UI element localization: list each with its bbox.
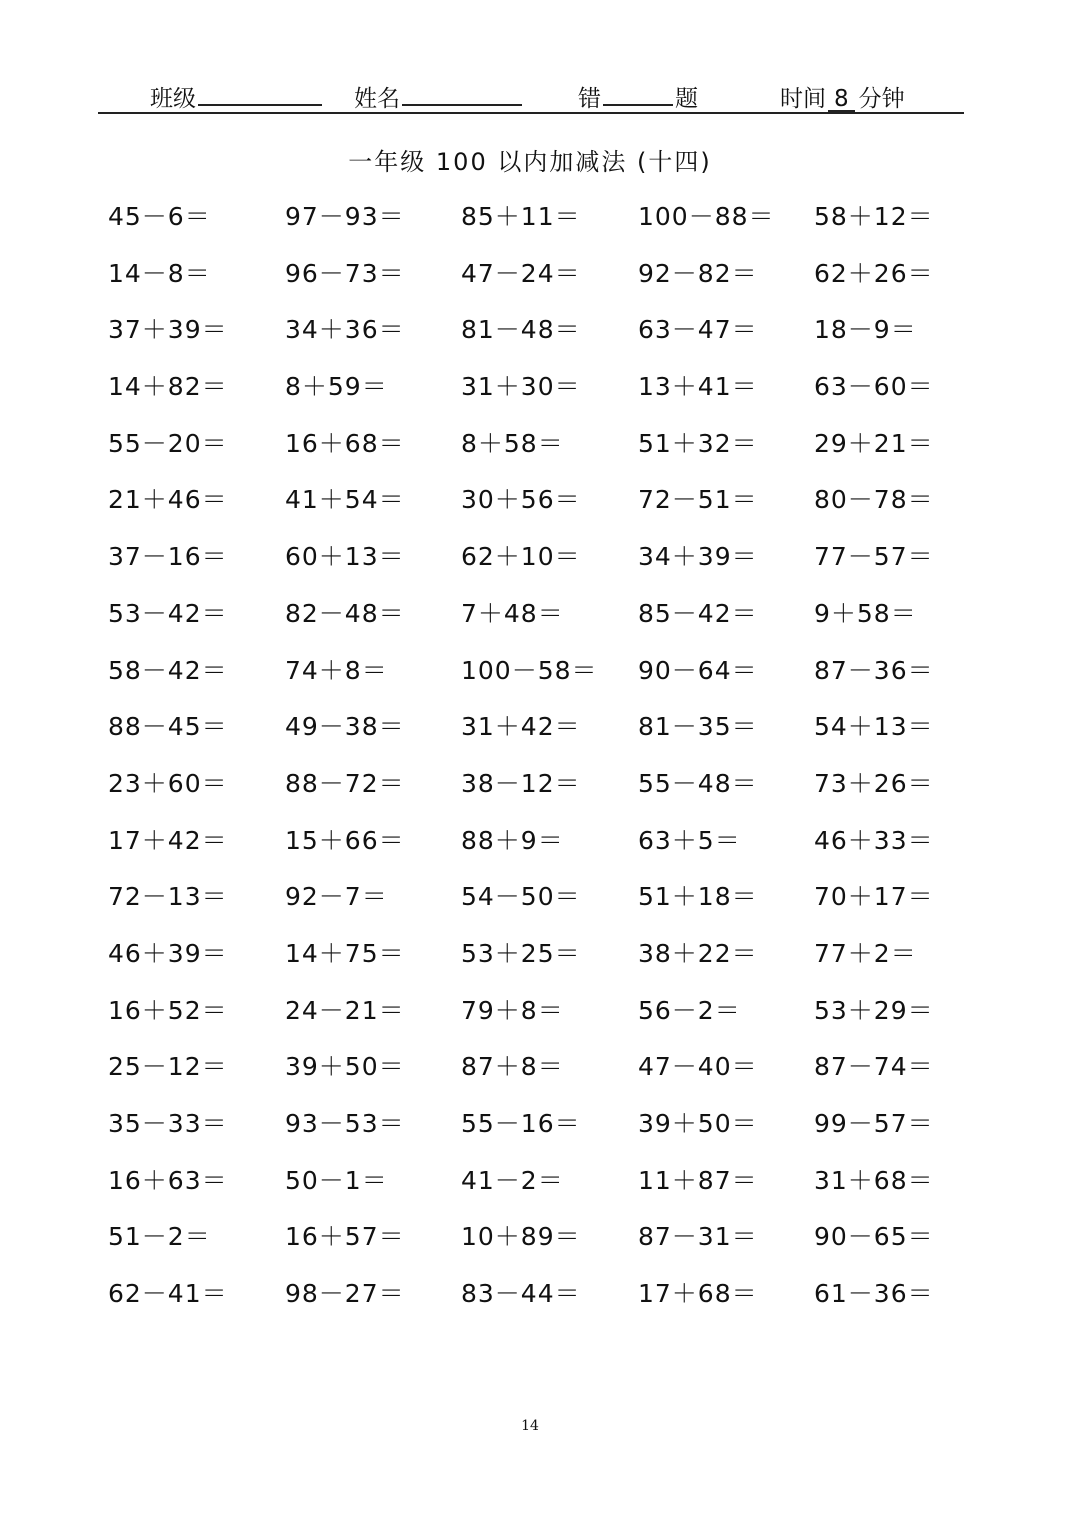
math-problem: 17＋68＝ (638, 1279, 758, 1309)
math-problem: 60＋13＝ (285, 542, 405, 572)
math-problem: 90－65＝ (814, 1222, 934, 1252)
math-problem: 87－31＝ (638, 1222, 758, 1252)
math-problem: 77＋2＝ (814, 938, 917, 968)
math-problem: 53＋29＝ (814, 995, 934, 1025)
math-problem: 100－88＝ (638, 202, 775, 231)
math-problem: 87－74＝ (814, 1052, 934, 1082)
math-problem: 30＋56＝ (461, 485, 581, 515)
math-problem: 58－42＝ (108, 655, 228, 685)
math-problem: 45－6＝ (108, 202, 211, 231)
math-problem: 11＋87＝ (638, 1165, 758, 1195)
math-problem: 31＋30＝ (461, 372, 581, 402)
math-problem: 13＋41＝ (638, 372, 758, 402)
math-problem: 63－60＝ (814, 372, 934, 402)
math-problem: 7＋48＝ (461, 598, 564, 628)
math-problem: 46＋33＝ (814, 825, 934, 855)
math-problem: 46＋39＝ (108, 938, 228, 968)
math-problem: 62＋10＝ (461, 542, 581, 572)
math-problem: 73＋26＝ (814, 768, 934, 798)
math-problem: 38＋22＝ (638, 938, 758, 968)
math-problem: 92－7＝ (285, 882, 388, 912)
math-problem: 31＋68＝ (814, 1165, 934, 1195)
math-problem: 39＋50＝ (638, 1109, 758, 1138)
math-problem: 54＋13＝ (814, 712, 934, 742)
math-problem: 70＋17＝ (814, 882, 934, 912)
math-problem: 51－2＝ (108, 1222, 211, 1252)
math-problem: 16＋52＝ (108, 995, 228, 1025)
math-problem: 92－82＝ (638, 258, 758, 288)
math-problem: 82－48＝ (285, 598, 405, 628)
math-problem: 53－42＝ (108, 598, 228, 628)
math-problem: 79＋8＝ (461, 995, 564, 1025)
math-problem: 88－72＝ (285, 768, 405, 798)
math-problem: 16＋63＝ (108, 1165, 228, 1195)
math-problem: 18－9＝ (814, 315, 917, 345)
math-problem: 63－47＝ (638, 315, 758, 345)
time-value: 8 (828, 88, 855, 112)
math-problem: 37＋39＝ (108, 315, 228, 345)
math-problem: 54－50＝ (461, 882, 581, 912)
math-problem: 55－48＝ (638, 768, 758, 798)
math-problem: 14＋75＝ (285, 938, 405, 968)
math-problem: 51＋18＝ (638, 882, 758, 912)
math-problem: 98－27＝ (285, 1279, 405, 1309)
wrong-label: 错 (578, 86, 601, 112)
wrong-count-field (578, 80, 698, 113)
math-problem: 85－42＝ (638, 598, 758, 628)
worksheet-title: 一年级 100 以内加减法 (十四) (348, 148, 712, 176)
math-problem: 62＋26＝ (814, 258, 934, 288)
math-problem: 77－57＝ (814, 542, 934, 572)
math-problem: 55－20＝ (108, 428, 228, 458)
math-problem: 34＋36＝ (285, 315, 405, 345)
math-problem: 37－16＝ (108, 542, 228, 572)
math-problem: 51＋32＝ (638, 428, 758, 458)
problem-grid (108, 197, 988, 1331)
math-problem: 15＋66＝ (285, 825, 405, 855)
class-blank[interactable] (198, 82, 322, 106)
math-problem: 99－57＝ (814, 1109, 934, 1138)
wrong-count-blank[interactable] (603, 82, 673, 106)
math-problem: 41－2＝ (461, 1165, 564, 1195)
math-problem: 63＋5＝ (638, 825, 741, 855)
math-problem: 21＋46＝ (108, 485, 228, 515)
math-problem: 23＋60＝ (108, 768, 228, 798)
math-problem: 74＋8＝ (285, 655, 388, 685)
worksheet-header (98, 74, 964, 114)
math-problem: 8＋59＝ (285, 372, 388, 402)
math-problem: 72－51＝ (638, 485, 758, 515)
math-problem: 39＋50＝ (285, 1052, 405, 1082)
math-problem: 35－33＝ (108, 1109, 228, 1138)
math-problem: 14－8＝ (108, 258, 211, 288)
math-problem: 29＋21＝ (814, 428, 934, 458)
math-problem: 85＋11＝ (461, 202, 581, 231)
math-problem: 58＋12＝ (814, 202, 934, 231)
name-label: 姓名 (354, 86, 400, 112)
time-label: 时间 (780, 86, 826, 112)
math-problem: 8＋58＝ (461, 428, 564, 458)
math-problem: 17＋42＝ (108, 825, 228, 855)
math-problem: 96－73＝ (285, 258, 405, 288)
math-problem: 50－1＝ (285, 1165, 388, 1195)
name-blank[interactable] (402, 82, 522, 106)
questions-label: 题 (675, 86, 698, 112)
math-problem: 100－58＝ (461, 655, 598, 685)
math-problem: 97－93＝ (285, 202, 405, 231)
math-problem: 10＋89＝ (461, 1222, 581, 1252)
page-number: 14 (521, 1418, 539, 1434)
math-problem: 16＋57＝ (285, 1222, 405, 1252)
math-problem: 31＋42＝ (461, 712, 581, 742)
math-problem: 25－12＝ (108, 1052, 228, 1082)
math-problem: 61－36＝ (814, 1279, 934, 1309)
time-field (780, 80, 905, 113)
math-problem: 49－38＝ (285, 712, 405, 742)
math-problem: 81－35＝ (638, 712, 758, 742)
math-problem: 34＋39＝ (638, 542, 758, 572)
math-problem: 55－16＝ (461, 1109, 581, 1138)
math-problem: 53＋25＝ (461, 938, 581, 968)
math-problem: 72－13＝ (108, 882, 228, 912)
math-problem: 38－12＝ (461, 768, 581, 798)
math-problem: 93－53＝ (285, 1109, 405, 1138)
math-problem: 9＋58＝ (814, 598, 917, 628)
math-problem: 80－78＝ (814, 485, 934, 515)
math-problem: 87＋8＝ (461, 1052, 564, 1082)
class-label: 班级 (150, 86, 196, 112)
math-problem: 47－40＝ (638, 1052, 758, 1082)
math-problem: 56－2＝ (638, 995, 741, 1025)
math-problem: 88－45＝ (108, 712, 228, 742)
math-problem: 62－41＝ (108, 1279, 228, 1309)
math-problem: 41＋54＝ (285, 485, 405, 515)
math-problem: 90－64＝ (638, 655, 758, 685)
math-problem: 24－21＝ (285, 995, 405, 1025)
math-problem: 88＋9＝ (461, 825, 564, 855)
math-problem: 81－48＝ (461, 315, 581, 345)
math-problem: 87－36＝ (814, 655, 934, 685)
minutes-label: 分钟 (858, 86, 905, 112)
name-field (354, 80, 524, 113)
math-problem: 83－44＝ (461, 1279, 581, 1309)
math-problem: 16＋68＝ (285, 428, 405, 458)
class-field (150, 80, 324, 113)
math-problem: 14＋82＝ (108, 372, 228, 402)
math-problem: 47－24＝ (461, 258, 581, 288)
